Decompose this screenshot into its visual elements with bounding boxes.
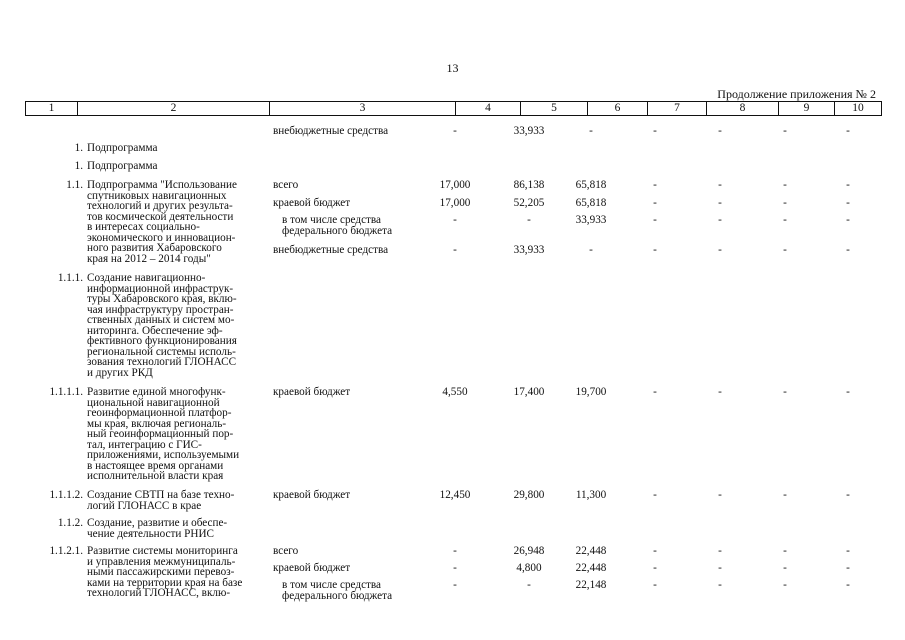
col-header-7: 7 [648, 102, 707, 116]
value-col-10: - [846, 562, 850, 574]
value-col-9: - [783, 562, 787, 574]
value-col-7: - [653, 386, 657, 398]
value-col-6: 19,700 [575, 386, 607, 398]
value-col-5: - [527, 579, 531, 591]
col-header-1: 1 [26, 102, 78, 116]
value-col-7: - [653, 197, 657, 209]
value-col-10: - [846, 197, 850, 209]
value-col-6: - [589, 244, 593, 256]
value-col-5: 17,400 [513, 386, 545, 398]
value-col-6: - [589, 125, 593, 137]
value-col-5: 26,948 [513, 545, 545, 557]
row-number: 1.1.1.2. [49, 489, 83, 501]
value-col-6: 65,818 [575, 197, 607, 209]
value-col-9: - [783, 489, 787, 501]
value-col-8: - [718, 386, 722, 398]
value-col-4: 12,450 [439, 489, 471, 501]
continuation-note: Продолжение приложения № 2 [717, 87, 876, 101]
value-col-7: - [653, 545, 657, 557]
value-col-9: - [783, 545, 787, 557]
value-col-7: - [653, 579, 657, 591]
col-header-8: 8 [707, 102, 779, 116]
value-col-10: - [846, 214, 850, 226]
row-name: Создание СВТП на базе техно- логий ГЛОНАСС в крае [87, 489, 235, 512]
funding-source: краевой бюджет [273, 386, 351, 398]
funding-source: краевой бюджет [273, 562, 351, 574]
funding-source: всего [273, 179, 299, 191]
value-col-9: - [783, 244, 787, 256]
row-name: Создание навигационно- информационной инфраструк- туры Хабаровского края, вклю- чая инфраструктуру простран- ственных данных и систем мо- ниторинга. Обеспечение эф- фективного функционирования региональной системы исполь- зования технологий ГЛОНАСС и других РКД [87, 272, 237, 379]
value-col-5: 52,205 [513, 197, 545, 209]
value-col-6: 65,818 [575, 179, 607, 191]
row-name: Подпрограмма "Использование спутниковых навигационных технологий и других результа- тов космической деятельности в интересах социально- экономического и инновацион- ного развития Хабаровского края на 2012 – 2014 годы" [87, 179, 237, 265]
value-col-5: 33,933 [513, 244, 545, 256]
funding-source: краевой бюджет [273, 197, 351, 209]
row-number: 1.1.1. [57, 272, 83, 284]
value-col-5: 86,138 [513, 179, 545, 191]
value-col-8: - [718, 179, 722, 191]
value-col-4: - [453, 545, 457, 557]
value-col-5: - [527, 214, 531, 226]
value-col-4: - [453, 562, 457, 574]
col-header-6: 6 [588, 102, 648, 116]
row-name: Подпрограмма [87, 142, 158, 154]
funding-source: внебюджетные средства [273, 244, 389, 256]
col-header-5: 5 [521, 102, 588, 116]
value-col-7: - [653, 214, 657, 226]
value-col-10: - [846, 489, 850, 501]
value-col-8: - [718, 125, 722, 137]
value-col-8: - [718, 214, 722, 226]
value-col-9: - [783, 214, 787, 226]
value-col-10: - [846, 125, 850, 137]
row-number: 1. [74, 142, 83, 154]
column-number-header [25, 101, 882, 116]
row-number: 1.1.2.1. [49, 545, 83, 557]
value-col-8: - [718, 244, 722, 256]
value-col-10: - [846, 179, 850, 191]
col-header-9: 9 [779, 102, 835, 116]
value-col-10: - [846, 244, 850, 256]
value-col-6: 33,933 [575, 214, 607, 226]
value-col-4: 17,000 [439, 179, 471, 191]
value-col-9: - [783, 179, 787, 191]
row-name: Развитие единой многофунк- циональной навигационной геоинформационной платфор- мы края, включая региональ- ный геоинформационный пор- тал, интеграцию с ГИС- приложениями, используемыми в настоящее время органами исполнительной власти края [87, 386, 240, 482]
funding-source: краевой бюджет [273, 489, 351, 501]
funding-source: в том числе средства федерального бюджета [282, 214, 393, 237]
funding-source: всего [273, 545, 299, 557]
value-col-9: - [783, 386, 787, 398]
value-col-7: - [653, 489, 657, 501]
value-col-4: 4,550 [442, 386, 468, 398]
value-col-8: - [718, 562, 722, 574]
value-col-9: - [783, 579, 787, 591]
row-number: 1. [74, 160, 83, 172]
value-col-8: - [718, 197, 722, 209]
value-col-8: - [718, 489, 722, 501]
value-col-5: 29,800 [513, 489, 545, 501]
funding-source: в том числе средства федерального бюджета [282, 579, 393, 602]
value-col-4: - [453, 244, 457, 256]
col-header-10: 10 [835, 102, 882, 116]
funding-source: внебюджетные средства [273, 125, 389, 137]
value-col-9: - [783, 197, 787, 209]
value-col-7: - [653, 244, 657, 256]
row-name: Развитие системы мониторинга и управления межмуниципаль- ными пассажирскими перевоз- ками на территории края на базе технологий ГЛОНАСС, вклю- [87, 545, 243, 599]
col-header-4: 4 [456, 102, 521, 116]
row-name: Создание, развитие и обеспе- чение деятельности РНИС [87, 517, 228, 540]
value-col-5: 4,800 [516, 562, 542, 574]
value-col-6: 11,300 [575, 489, 607, 501]
value-col-5: 33,933 [513, 125, 545, 137]
page-number: 13 [446, 61, 459, 75]
value-col-7: - [653, 125, 657, 137]
value-col-10: - [846, 579, 850, 591]
row-number: 1.1. [66, 179, 83, 191]
value-col-6: 22,448 [575, 545, 607, 557]
row-name: Подпрограмма [87, 160, 158, 172]
value-col-7: - [653, 562, 657, 574]
value-col-8: - [718, 579, 722, 591]
value-col-4: - [453, 579, 457, 591]
col-header-3: 3 [270, 102, 456, 116]
value-col-6: 22,148 [575, 579, 607, 591]
value-col-10: - [846, 545, 850, 557]
value-col-9: - [783, 125, 787, 137]
col-header-2: 2 [78, 102, 270, 116]
value-col-4: - [453, 214, 457, 226]
row-number: 1.1.1.1. [49, 386, 83, 398]
value-col-8: - [718, 545, 722, 557]
value-col-6: 22,448 [575, 562, 607, 574]
value-col-7: - [653, 179, 657, 191]
value-col-10: - [846, 386, 850, 398]
value-col-4: 17,000 [439, 197, 471, 209]
value-col-4: - [453, 125, 457, 137]
row-number: 1.1.2. [57, 517, 83, 529]
